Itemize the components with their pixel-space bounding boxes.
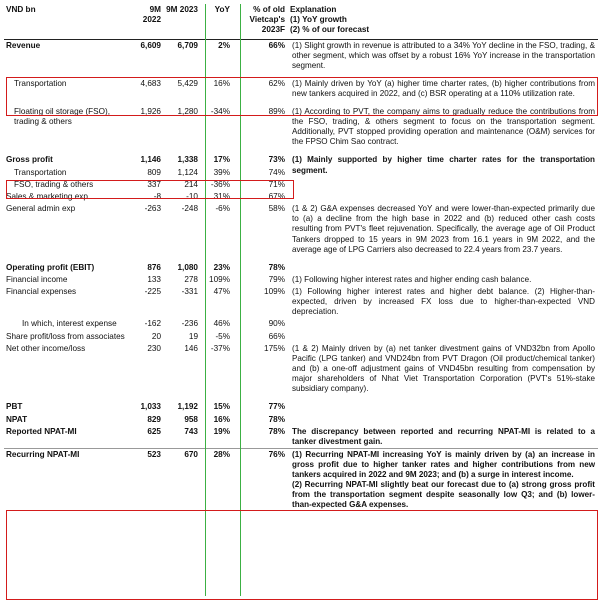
cell-9m2023: 214 bbox=[184, 179, 198, 189]
table-row bbox=[4, 426, 598, 449]
cell-yoy: 39% bbox=[213, 167, 230, 177]
cell-pct: 90% bbox=[268, 319, 285, 329]
cell-9m2023: 1,280 bbox=[177, 107, 198, 117]
cell-9m2022: -8 bbox=[153, 192, 161, 202]
row-label: FSO, trading & others bbox=[14, 179, 94, 189]
row-label: Share profit/loss from associates bbox=[6, 331, 125, 341]
row-label: Sales & marketing exp bbox=[6, 192, 88, 202]
cell-yoy: -34% bbox=[210, 107, 230, 117]
explanation-line1: (1) YoY growth bbox=[290, 15, 347, 25]
cell-9m2022: 829 bbox=[147, 414, 161, 424]
cell-explanation: (1) Following higher interest rates and higher debt balance. (2) Higher-than-expected, driven by increased FX loss due to higher-than-expected VND depreciation. bbox=[292, 287, 595, 317]
green-column-divider bbox=[205, 4, 206, 596]
cell-9m2023: -236 bbox=[181, 319, 198, 329]
green-column-divider bbox=[240, 4, 241, 596]
cell-pct: 66% bbox=[268, 331, 285, 341]
recurring-explanation-1: (1) Recurring NPAT-MI increasing YoY is mainly driven by (a) an increase in gross profit due to higher tanker rates and higher contributions from new tankers acquired in 2022 and 9M 2023; and (b) a surge in interest income. bbox=[292, 449, 595, 480]
table-row bbox=[4, 262, 598, 274]
table-row bbox=[4, 331, 598, 343]
cell-yoy: 16% bbox=[213, 78, 230, 88]
cell-yoy: 31% bbox=[213, 192, 230, 202]
table-row bbox=[4, 179, 598, 191]
cell-pct: 67% bbox=[268, 192, 285, 202]
cell-9m2023: 1,338 bbox=[177, 155, 198, 165]
cell-yoy: 28% bbox=[201, 448, 233, 511]
row-label: Transportation bbox=[14, 167, 67, 177]
cell-pct: 66% bbox=[268, 40, 285, 50]
cell-explanation: (1 & 2) Mainly driven by (a) net tanker divestment gains of VND32bn from Apollo Pacific (LPG tanker) and VND24bn from PVT Dragon (Oil product/chemical tanker) and (b) a one-off adjustment gains of VND45bn resulting from compensation by major shareholders of Nhat Viet Transportation Corporation (PVT's 51%-stake subsidiary company). bbox=[292, 343, 595, 394]
cell-pct: 109% bbox=[264, 287, 285, 297]
row-label: NPAT bbox=[6, 414, 28, 424]
row-label: Financial income bbox=[6, 274, 68, 284]
cell-pct: 58% bbox=[268, 204, 285, 214]
cell-explanation: (1) Slight growth in revenue is attributed to a 34% YoY decline in the FSO, trading, & other segment, which was offset by a robust 16% YoY increase in the transportation segment. bbox=[292, 40, 595, 70]
cell-yoy: 23% bbox=[213, 262, 230, 272]
cell-9m2022: 1,926 bbox=[140, 107, 161, 117]
results-table bbox=[4, 4, 598, 511]
header-metric: VND bn bbox=[4, 4, 132, 39]
cell-9m2022: 133 bbox=[147, 274, 161, 284]
row-label: Reported NPAT-MI bbox=[6, 426, 77, 436]
cell-9m2023: -10 bbox=[186, 192, 198, 202]
cell-9m2023: -248 bbox=[181, 204, 198, 214]
table-row bbox=[4, 191, 598, 203]
cell-9m2022: 1,146 bbox=[140, 155, 161, 165]
cell-9m2022: 230 bbox=[147, 343, 161, 353]
row-label: General admin exp bbox=[6, 204, 76, 214]
row-label: Operating profit (EBIT) bbox=[6, 262, 95, 272]
cell-explanation: (1) According to PVT, the company aims to gradually reduce the contributions from the FSO, trading, & others segment to focus on the transportation segment. Additionally, PVT stopped providing operation and maintenance (O&M) services for the FPSO Chim Sao contract. bbox=[292, 107, 595, 147]
row-label: Transportation bbox=[14, 78, 67, 88]
cell-explanation: (1) Following higher interest rates and higher ending cash balance. bbox=[292, 274, 532, 284]
cell-pct: 89% bbox=[268, 107, 285, 117]
cell-yoy: -37% bbox=[210, 343, 230, 353]
cell-9m2023: -331 bbox=[181, 287, 198, 297]
header-explanation bbox=[288, 4, 598, 39]
cell-yoy: 2% bbox=[218, 40, 230, 50]
cell-yoy: 17% bbox=[213, 155, 230, 165]
cell-explanation: The discrepancy between reported and recurring NPAT-MI is related to a tanker divestment gain. bbox=[292, 426, 595, 446]
cell-yoy: -6% bbox=[215, 204, 230, 214]
recurring-explanation-2: (2) Recurring NPAT-MI slightly beat our forecast due to (a) strong gross profit from the transportation segment despite seasonally low Q3; and (b) lower-than-expected G&A expenses. bbox=[292, 480, 595, 510]
cell-9m2023: 19 bbox=[188, 331, 198, 341]
table-row bbox=[4, 274, 598, 286]
cell-yoy: -5% bbox=[215, 331, 230, 341]
table-row bbox=[4, 414, 598, 426]
cell-9m2022: 1,033 bbox=[140, 402, 161, 412]
cell-yoy: 19% bbox=[213, 426, 230, 436]
cell-9m2023: 5,429 bbox=[177, 78, 198, 88]
cell-pct: 79% bbox=[268, 274, 285, 284]
header-9m2022: 9M 2022 bbox=[132, 4, 164, 39]
cell-pct: 175% bbox=[264, 343, 285, 353]
row-label: Revenue bbox=[6, 40, 41, 50]
table-row bbox=[4, 106, 598, 148]
explanation-title: Explanation bbox=[290, 5, 337, 14]
cell-9m2022: 6,609 bbox=[140, 40, 161, 50]
cell-9m2022: -225 bbox=[144, 287, 161, 297]
cell-9m2023: 1,192 bbox=[177, 402, 198, 412]
row-label: In which, interest expense bbox=[22, 319, 117, 329]
cell-pct: 78% bbox=[268, 262, 285, 272]
cell-9m2022: 4,683 bbox=[140, 78, 161, 88]
header-yoy: YoY bbox=[201, 4, 233, 39]
cell-yoy: 109% bbox=[209, 274, 230, 284]
cell-9m2023: 670 bbox=[164, 448, 201, 511]
header-pct-forecast: % of old Vietcap's 2023F bbox=[233, 4, 288, 39]
cell-explanation: (1) Mainly driven by YoY (a) higher time charter rates, (b) higher contributions from new tankers acquired in 2022, and (c) BSR operating at a 110% utilization rate. bbox=[292, 78, 595, 98]
cell-pct: 62% bbox=[268, 78, 285, 88]
cell-9m2022: 876 bbox=[147, 262, 161, 272]
row-label: Net other income/loss bbox=[6, 343, 86, 353]
cell-pct: 78% bbox=[268, 426, 285, 436]
cell-9m2023: 958 bbox=[184, 414, 198, 424]
table-header-row bbox=[4, 4, 598, 39]
table-row bbox=[4, 154, 598, 166]
cell-9m2023: 146 bbox=[184, 343, 198, 353]
cell-yoy: 16% bbox=[213, 414, 230, 424]
cell-yoy: 47% bbox=[213, 287, 230, 297]
table-row bbox=[4, 203, 598, 255]
cell-pct: 71% bbox=[268, 179, 285, 189]
table-row bbox=[4, 318, 598, 330]
cell-9m2022: 625 bbox=[147, 426, 161, 436]
table-row bbox=[4, 39, 598, 72]
cell-9m2022: 809 bbox=[147, 167, 161, 177]
cell-9m2022: -162 bbox=[144, 319, 161, 329]
row-label: Recurring NPAT-MI bbox=[4, 448, 132, 511]
cell-9m2023: 1,124 bbox=[177, 167, 198, 177]
cell-pct: 77% bbox=[268, 402, 285, 412]
explanation-line2: (2) % of our forecast bbox=[290, 25, 370, 35]
table-row bbox=[4, 78, 598, 100]
cell-9m2022: 20 bbox=[151, 331, 161, 341]
cell-9m2023: 1,080 bbox=[177, 262, 198, 272]
row-label: Financial expenses bbox=[6, 287, 77, 297]
cell-pct: 76% bbox=[233, 448, 288, 511]
cell-explanation: (1) Mainly supported by higher time charter rates for the transportation segment. bbox=[292, 155, 595, 175]
cell-9m2023: 278 bbox=[184, 274, 198, 284]
cell-pct: 73% bbox=[268, 155, 285, 165]
cell-yoy: 46% bbox=[213, 319, 230, 329]
table-row bbox=[4, 343, 598, 395]
row-label: PBT bbox=[6, 402, 23, 412]
row-label: Floating oil storage (FSO), trading & others bbox=[14, 107, 111, 127]
table-row bbox=[4, 286, 598, 318]
cell-yoy: 15% bbox=[213, 402, 230, 412]
highlight-box-recurring-npat bbox=[6, 510, 598, 600]
cell-pct: 78% bbox=[268, 414, 285, 424]
cell-9m2023: 6,709 bbox=[177, 40, 198, 50]
cell-pct: 74% bbox=[268, 167, 285, 177]
header-9m2023: 9M 2023 bbox=[164, 4, 201, 39]
cell-yoy: -36% bbox=[210, 179, 230, 189]
cell-explanation: (1 & 2) G&A expenses decreased YoY and were lower-than-expected primarily due to (a) a decline from the high base in 2022 and (b) reduced other cash costs resulting from PVT's fleet rejuvenation. Specifically, the average age of Oil Product Tankers dropped to 15 years in 9M 2023 from 16.1 years in 9M 2022, and the average age of LPG Carriers also decreased to 22.4 years from 23.7 years. bbox=[292, 204, 595, 254]
cell-9m2023: 743 bbox=[184, 426, 198, 436]
cell-9m2022: 337 bbox=[147, 179, 161, 189]
table-row bbox=[4, 401, 598, 413]
cell-9m2022: -263 bbox=[144, 204, 161, 214]
cell-explanation bbox=[288, 448, 598, 511]
table-row bbox=[4, 448, 598, 511]
cell-9m2022: 523 bbox=[132, 448, 164, 511]
row-label: Gross profit bbox=[6, 155, 53, 165]
